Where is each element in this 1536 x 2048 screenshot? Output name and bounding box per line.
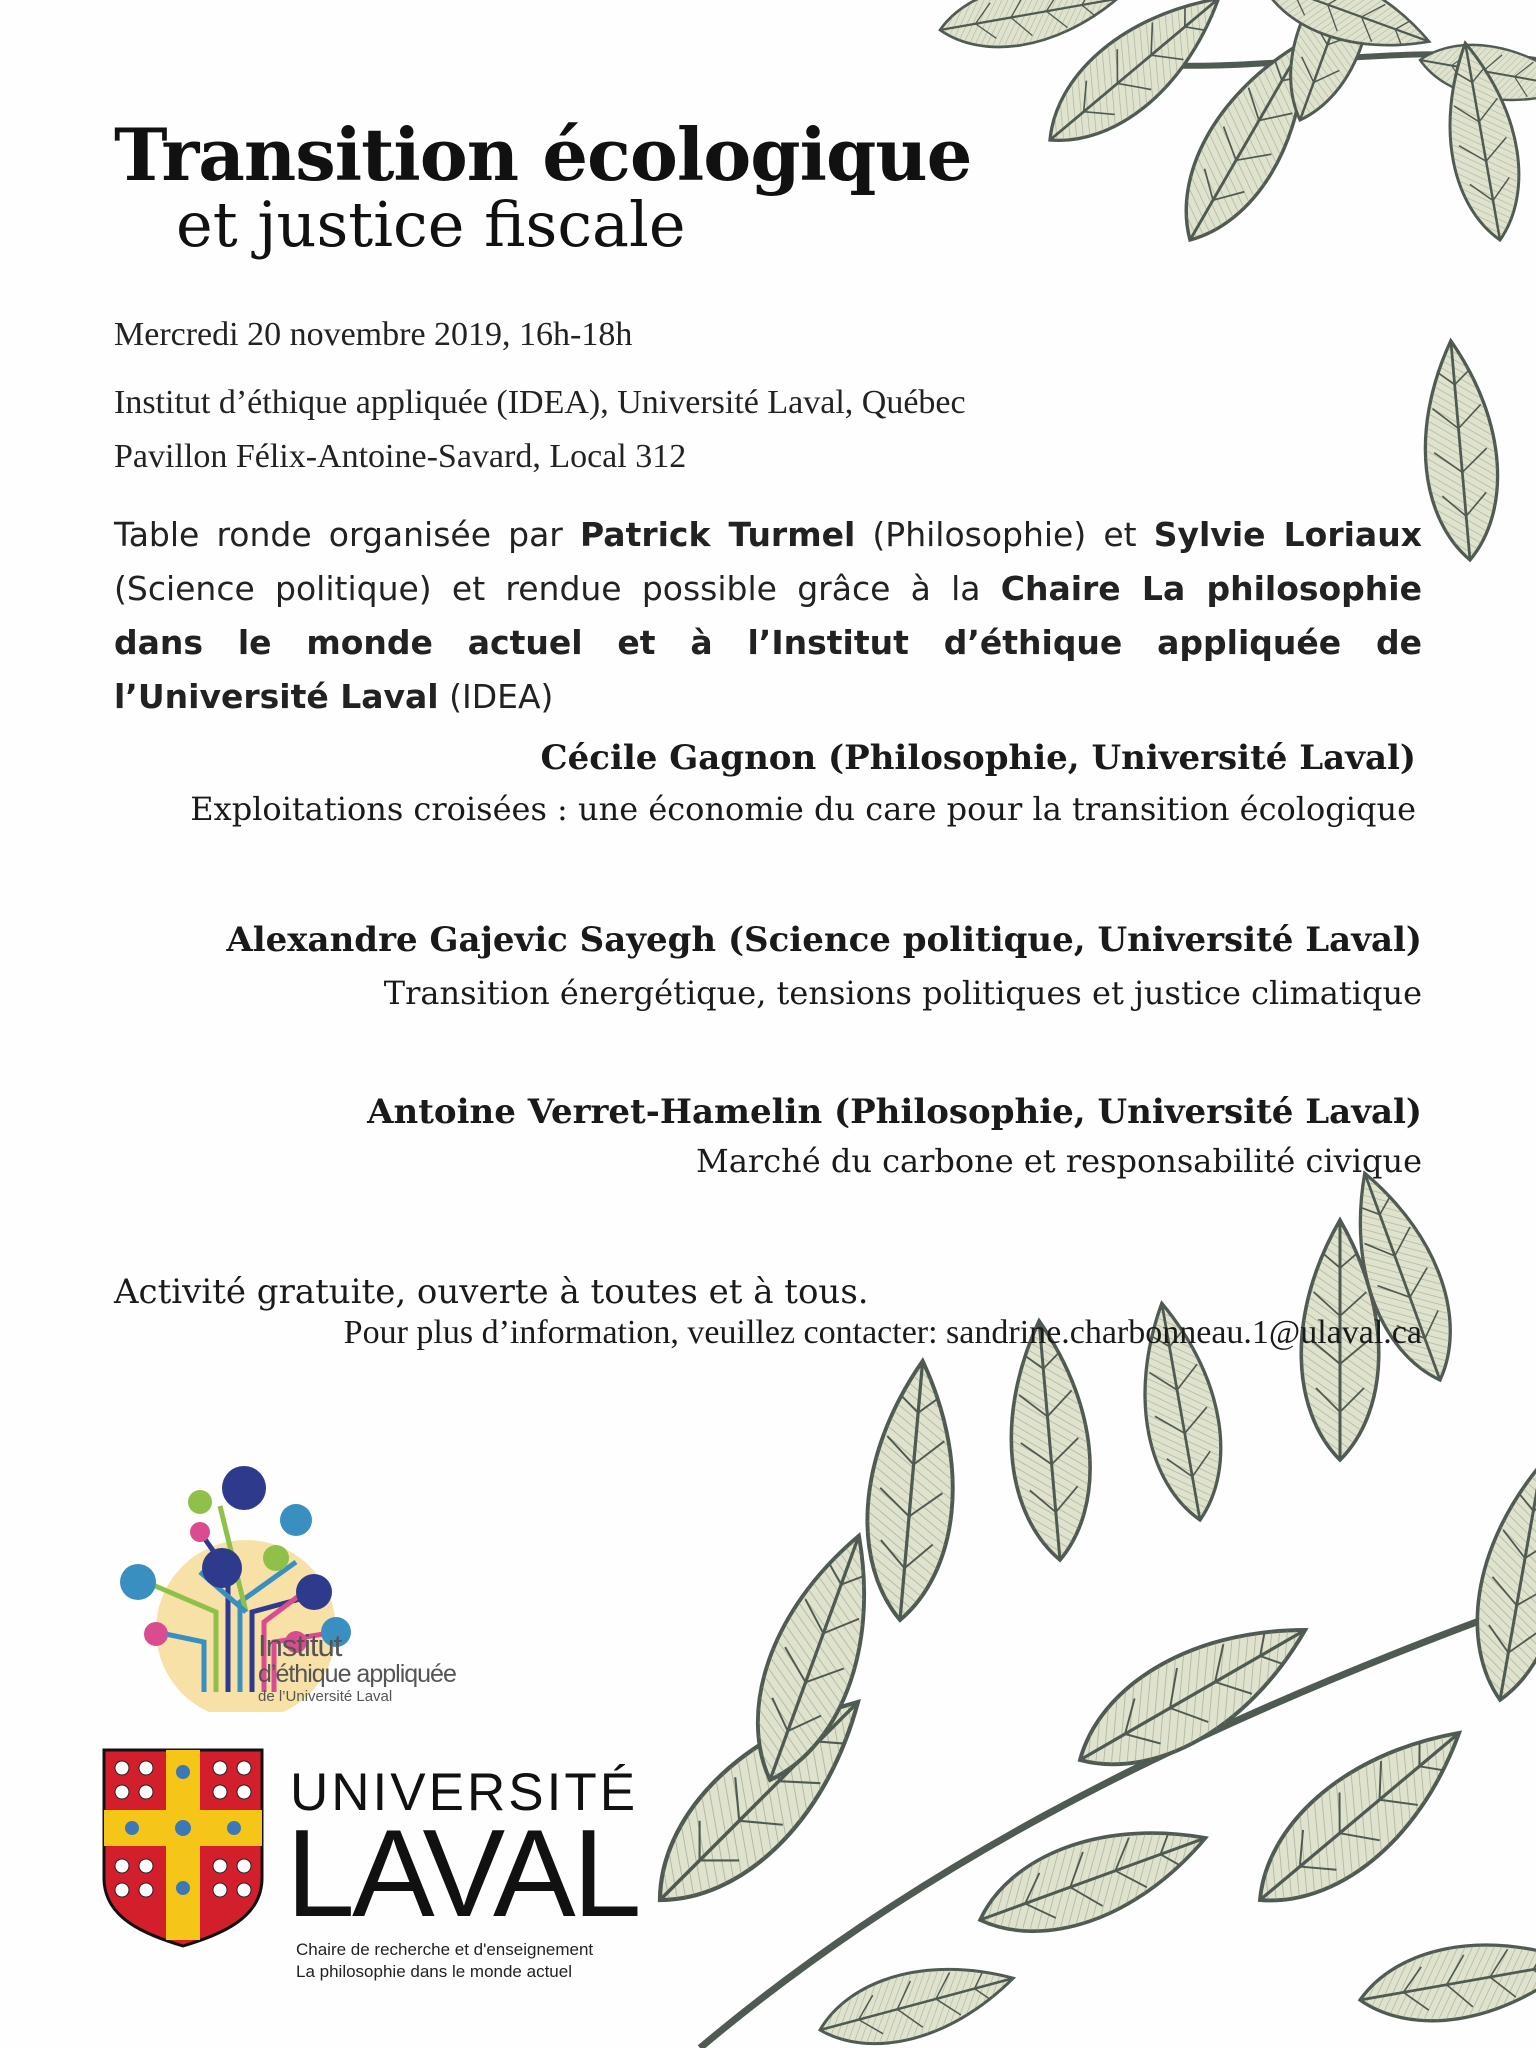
intro-text-4: (IDEA) [438,677,554,716]
title-line-1: Transition écologique [114,112,972,197]
free-activity-note: Activité gratuite, ouverte à toutes et à tous. [114,1272,869,1312]
speaker-3-talk: Marché du carbone et responsabilité civique [696,1142,1422,1180]
title-line-2: et justice fiscale [176,188,686,261]
chair-line-1: Chaire de recherche et d'enseignement [296,1940,594,1959]
intro-paragraph [114,508,1422,724]
speaker-3-name: Antoine Verret-Hamelin (Philosophie, Université Laval) [367,1092,1422,1132]
contact-line: Pour plus d’information, veuillez contacter: sandrine.charbonneau.1@ulaval.ca [343,1314,1422,1351]
chair-line-2: La philosophie dans le monde actuel [296,1962,572,1981]
speaker-1-name: Cécile Gagnon (Philosophie, Université Laval) [540,738,1416,778]
university-name-big: LAVAL [286,1805,639,1943]
intro-text-1: Table ronde organisée par [114,515,580,554]
idea-name-line-2: d’éthique appliquée [258,1660,456,1688]
speaker-1-talk: Exploitations croisées : une économie du care pour la transition écologique [190,790,1416,828]
event-location-2: Pavillon Félix-Antoine-Savard, Local 312 [114,438,687,475]
idea-name-line-3: de l’Université Laval [258,1688,393,1705]
speaker-2-name: Alexandre Gajevic Sayegh (Science politique, Université Laval) [226,920,1422,960]
event-date: Mercredi 20 novembre 2019, 16h-18h [114,316,633,353]
event-location-1: Institut d’éthique appliquée (IDEA), Université Laval, Québec [114,384,966,421]
university-name-top: UNIVERSITÉ [290,1763,639,1822]
universite-laval-shield [102,1748,264,1948]
idea-name-line-1: Institut [258,1628,342,1663]
organizer-1: Patrick Turmel [580,515,856,554]
intro-text-2: (Philosophie) et [855,515,1154,554]
speaker-2-talk: Transition énergétique, tensions politiques et justice climatique [383,974,1422,1012]
sponsors: Chaire La philosophie dans le monde actuel et à l’Institut d’éthique appliquée de l’Université Laval [114,569,1422,716]
organizer-2: Sylvie Loriaux [1153,515,1422,554]
intro-text-3: (Science politique) et rendue possible grâce à la [114,569,1001,608]
